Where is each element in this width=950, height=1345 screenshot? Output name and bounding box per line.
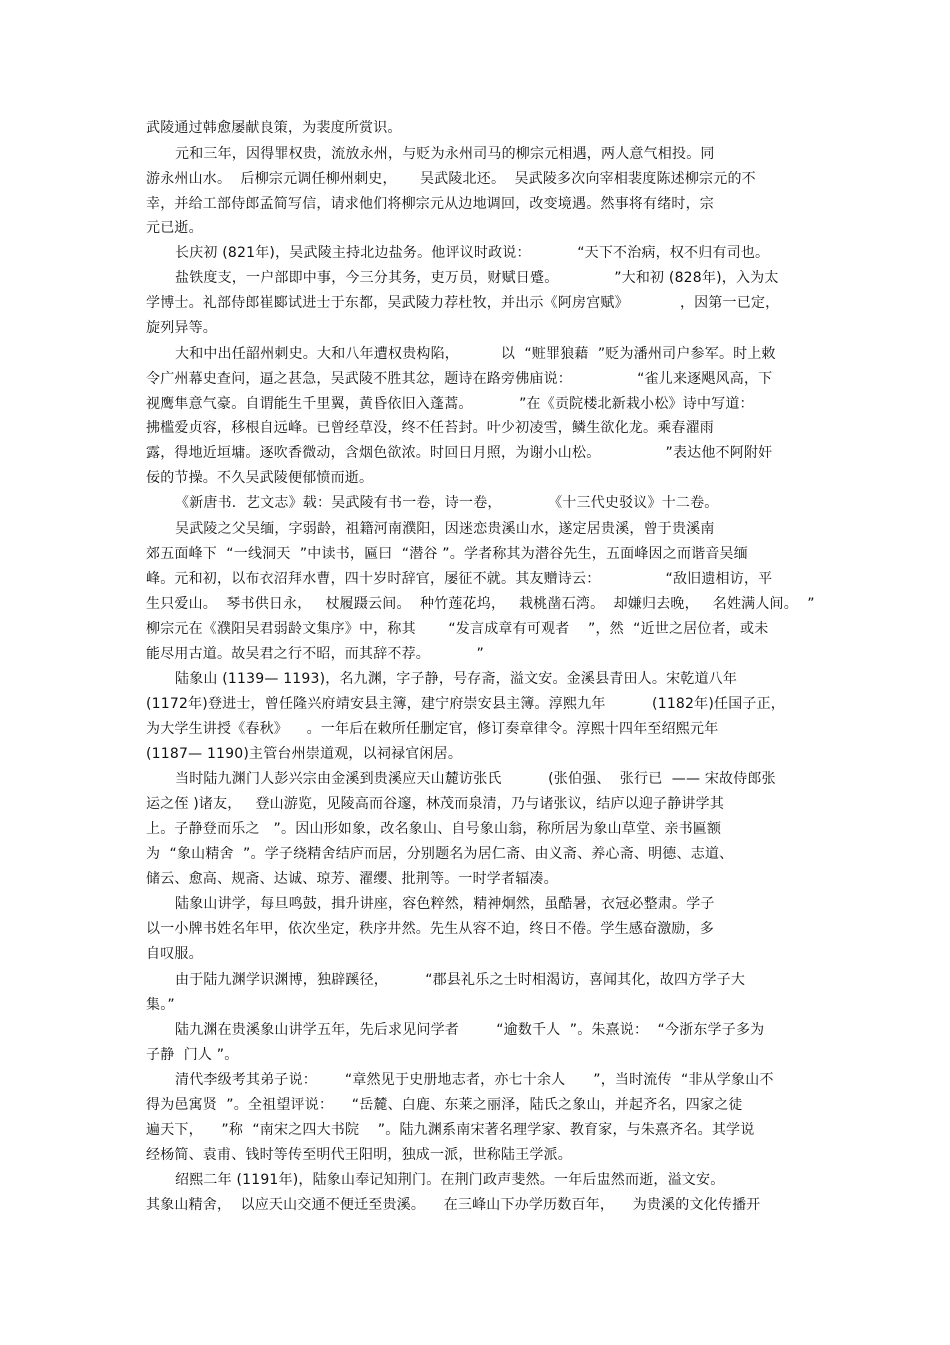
text-line: 由于陆九渊学识渊博，独辟蹊径， “郡县礼乐之士时相渴访，喜闻其化，故四方学子大 [175, 972, 746, 988]
text-line: 佞的节操。不久吴武陵便郁愤而逝。 [146, 470, 374, 486]
text-line: 令广州幕史查问，逼之甚急，吴武陵不胜其忿，题诗在路旁佛庙说： “雀儿来逐飓风高，下 [146, 371, 773, 387]
text-line: 能尽用古道。故吴君之行不昭，而其辞不荐。 ” [146, 646, 484, 662]
text-line: 自叹服。 [146, 946, 203, 962]
text-line: 为 “象山精舍 ”。学子绕精舍结庐而居，分别题名为居仁斋、由义斋、养心斋、明德、志道、 [146, 846, 734, 862]
text-line: 武陵通过韩愈屡献良策，为裴度所赏识。 [146, 120, 402, 136]
text-line: 上。子静登而乐之 ”。因山形如象，改名象山、自号象山翁，称所居为象山草堂、亲书匾额 [146, 821, 722, 837]
text-line: 《新唐书．艺文志》载：吴武陵有书一卷，诗一卷， 《十三代史驳议》十二卷。 [175, 495, 719, 511]
text-line: 学博士。礼部侍郎崔郾试进士于东都，吴武陵力荐杜牧，并出示《阿房宫赋》 ，因第一已定， [146, 295, 780, 311]
text-line: 元已逝。 [146, 220, 203, 236]
text-line: 生只爱山。 琴书供日永， 杖履蹑云间。 种竹莲花坞， 栽桃凿石湾。 却嫌归去晚， 名姓满人间。 ” [146, 596, 815, 612]
text-line: (1172年)登进士，曾任隆兴府靖安县主簿，建宁府崇安县主簿。淳熙九年 (1182年)任国子正， [146, 696, 786, 712]
text-line: 露，得地近垣墉。逐吹香微动，含烟色欲浓。时回日月照，为谢小山松。 ”表达他不阿附奸 [146, 445, 773, 461]
text-line: 柳宗元在《濮阳吴君弱龄文集序》中，称其 “发言成章有可观者 ”，然 “近世之居位者，或未 [146, 621, 769, 637]
text-line: 为大学生讲授《春秋》 。一年后在敕所任删定官，修订奏章律令。淳熙十四年至绍熙元年 [146, 721, 719, 737]
text-line: 视鹰隼意气豪。自谓能生千里翼，黄昏依旧入蓬蒿。 ”在《贡院楼北新栽小松》诗中写道： [146, 396, 754, 412]
text-line: 拂槛爱贞容，移根自远峰。已曾经草没，终不任苔封。叶少初凌雪，鳞生欲化龙。乘春濯雨 [146, 420, 714, 436]
text-line: 陆象山 (1139— 1193)，名九渊，字子静，号存斋，溢文安。金溪县青田人。宋乾道八年 [175, 671, 738, 687]
text-line: 吴武陵之父吴缅，字弱龄，祖籍河南濮阳，因迷恋贵溪山水，遂定居贵溪，曾于贵溪南 [175, 521, 715, 537]
text-line: 以一小牌书姓名年甲，依次坐定，秩序井然。先生从容不迫，终日不倦。学生感奋激励，多 [146, 921, 714, 937]
text-line: 其象山精舍， 以应天山交通不便迁至贵溪。 在三峰山下办学历数百年， 为贵溪的文化传播开 [146, 1197, 761, 1213]
text-line: 盐铁度支，一户部即中事，今三分其务，吏万员，财赋日蹙。 ”大和初 (828年)，入为太 [175, 270, 779, 286]
text-line: 游永州山水。 后柳宗元调任柳州刺史， 吴武陵北还。 吴武陵多次向宰相裴度陈述柳宗元的不 [146, 171, 756, 187]
text-line: 幸，并给工部侍郎孟简写信，请求他们将柳宗元从边地调回，改变境遇。然事将有绪时，宗 [146, 196, 714, 212]
text-line: 旋列异等。 [146, 320, 217, 336]
text-line: 储云、愈高、规斋、达诚、琼芳、濯缨、批荆等。一时学者辐凑。 [146, 871, 558, 887]
text-line: 得为邑寓贤 ”。全祖望评说： “岳麓、白鹿、东莱之丽泽，陆氏之象山，并起齐名，四家之徒 [146, 1097, 743, 1113]
text-line: (1187— 1190)主管台州崇道观，以祠禄官闲居。 [146, 746, 463, 762]
text-line: 郊五面峰下 “一线洞天 ”中读书，匾曰 “潜谷 ”。学者称其为潜谷先生，五面峰因之而谐音吴缅 [146, 546, 748, 562]
text-line: 当时陆九渊门人彭兴宗由金溪到贵溪应天山麓访张氏 (张伯强、 张行已 —— 宋故侍郎张 [175, 771, 776, 787]
text-line: 元和三年，因得罪权贵，流放永州，与贬为永州司马的柳宗元相遇，两人意气相投。同 [175, 146, 715, 162]
text-line: 峰。元和初，以布衣沼拜水曹，四十岁时辞官，屡征不就。其友赠诗云： “敌旧遗相访，平 [146, 571, 773, 587]
text-line: 陆象山讲学，每旦鸣鼓，揖升讲座，容色粹然，精神炯然，虽酷暑，衣冠必整肃。学子 [175, 896, 715, 912]
text-line: 清代李级考其弟子说： “章然见于史册地志者，亦七十余人 ”，当时流传 “非从学象山不 [175, 1072, 774, 1088]
text-line: 绍熙二年 (1191年)，陆象山奉记知荆门。在荆门政声斐然。一年后盅然而逝，溢文安。 [175, 1172, 725, 1188]
text-line: 大和中出任韶州刺史。大和八年遭权贵构陷， 以 “赃罪狼藉 ”贬为潘州司户参军。时上敕 [175, 346, 776, 362]
text-line: 遍天下， ”称 “南宋之四大书院 ”。陆九渊系南宋著名理学家、教育家，与朱熹齐名。其学说 [146, 1122, 755, 1138]
text-line: 陆九渊在贵溪象山讲学五年，先后求见问学者 “逾数千人 ”。朱熹说： “今浙东学子多为 [175, 1022, 765, 1038]
text-line: 经杨简、袁甫、钱时等传至明代王阳明，独成一派，世称陆王学派。 [146, 1147, 572, 1163]
text-line: 长庆初 (821年)，吴武陵主持北边盐务。他评议时政说： “天下不治病，权不归有司也。 [175, 245, 770, 261]
text-line: 运之侄 )诸友， 登山游览，见陵高而谷邃，林茂而泉清，乃与诸张议，结庐以迎子静讲学其 [146, 796, 725, 812]
text-line: 子静 门人 ”。 [146, 1047, 239, 1063]
text-line: 集。” [146, 997, 175, 1013]
